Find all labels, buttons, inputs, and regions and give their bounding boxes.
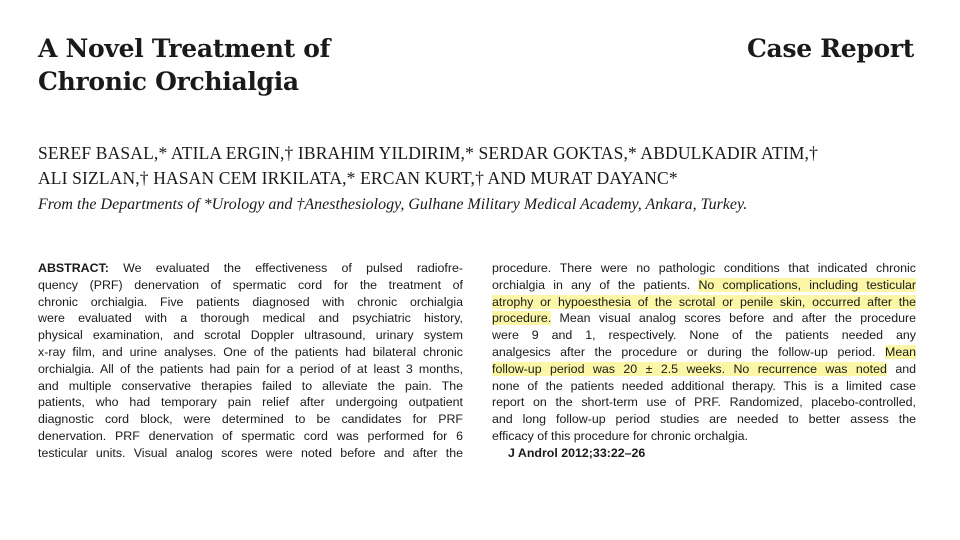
abstract-line: [492, 310, 916, 327]
abstract-text: orchialgia in any of the patients.: [492, 277, 699, 292]
abstract-text: analgesics after the procedure or during the follow-up period.: [492, 344, 885, 359]
abstract-line: none of the patients needed additional therapy. This is a limited case: [492, 378, 916, 393]
highlighted-text: No complications, including testicular: [698, 277, 916, 292]
highlighted-text: follow-up period was 20 ± 2.5 weeks. No recurrence was noted: [492, 361, 887, 376]
abstract-line: efficacy of this procedure for chronic orchalgia.: [492, 428, 748, 443]
abstract-line: patients, who had temporary pain relief after undergoing outpatient: [38, 395, 463, 410]
abstract-line: and long follow-up period studies are needed to better assess the: [492, 412, 916, 427]
abstract-text: Mean visual analog scores before and after the procedure: [551, 311, 916, 326]
journal-citation: J Androl 2012;33:22–26: [508, 445, 646, 460]
abstract-line: physical examination, and scrotal Doppler ultrasound, urinary system: [38, 328, 463, 343]
article-title-line-2: Chronic Orchialgia: [38, 67, 299, 96]
abstract-line: report on the short-term use of PRF. Randomized, placebo-controlled,: [492, 395, 916, 410]
highlighted-text: procedure.: [492, 311, 552, 326]
abstract-line: were evaluated with a thorough medical and psychiatric history,: [38, 311, 463, 326]
abstract-text: and: [886, 361, 916, 376]
article-title-line-1: A Novel Treatment of: [38, 34, 331, 63]
author-line-1: SEREF BASAL,* ATILA ERGIN,† IBRAHIM YILDIRIM,* SERDAR GOKTAS,* ABDULKADIR ATIM,†: [38, 143, 818, 163]
abstract-line: [492, 294, 916, 311]
abstract-line: procedure. There were no pathologic conditions that indicated chronic: [492, 261, 916, 275]
abstract-text: We evaluated the effectiveness of pulsed radiofre-: [108, 261, 463, 275]
abstract-right-column: [492, 260, 916, 462]
affiliation: From the Departments of *Urology and †Anesthesiology, Gulhane Military Medical Academy, Ankara, Turkey.: [38, 196, 748, 213]
abstract-line: diagnostic cord block, were determined to be candidates for PRF: [38, 412, 463, 427]
abstract-label: ABSTRACT:: [38, 261, 109, 275]
highlighted-text: Mean: [885, 344, 916, 359]
abstract-line: [492, 277, 916, 294]
abstract-line: [492, 361, 916, 378]
abstract-line: and multiple conservative therapies failed to alleviate the pain. The: [38, 378, 463, 393]
author-list: [38, 141, 918, 191]
article-title: [38, 32, 330, 98]
abstract-line: testicular units. Visual analog scores were noted before and after the: [38, 445, 463, 460]
abstract-left-column: [38, 260, 463, 462]
abstract-line: quency (PRF) denervation of spermatic cord for the treatment of: [38, 277, 463, 292]
highlighted-text: atrophy or hypoesthesia of the scrotal or penile skin, occurred after the: [492, 294, 916, 309]
author-line-2: ALI SIZLAN,† HASAN CEM IRKILATA,* ERCAN KURT,† AND MURAT DAYANC*: [38, 168, 678, 188]
abstract-line: were 9 and 1, respectively. None of the patients needed any: [492, 328, 916, 343]
abstract-line: orchialgia. All of the patients had pain for a period of at least 3 months,: [38, 361, 463, 376]
abstract-line: chronic orchialgia. Five patients diagnosed with chronic orchialgia: [38, 294, 463, 309]
abstract-line: [38, 260, 463, 277]
abstract-line: [492, 344, 916, 361]
abstract-line: denervation. PRF denervation of spermatic cord was performed for 6: [38, 428, 463, 443]
case-report-label: Case Report: [746, 34, 914, 63]
abstract-line: x-ray film, and urine analyses. One of the patients had bilateral chronic: [38, 344, 463, 359]
